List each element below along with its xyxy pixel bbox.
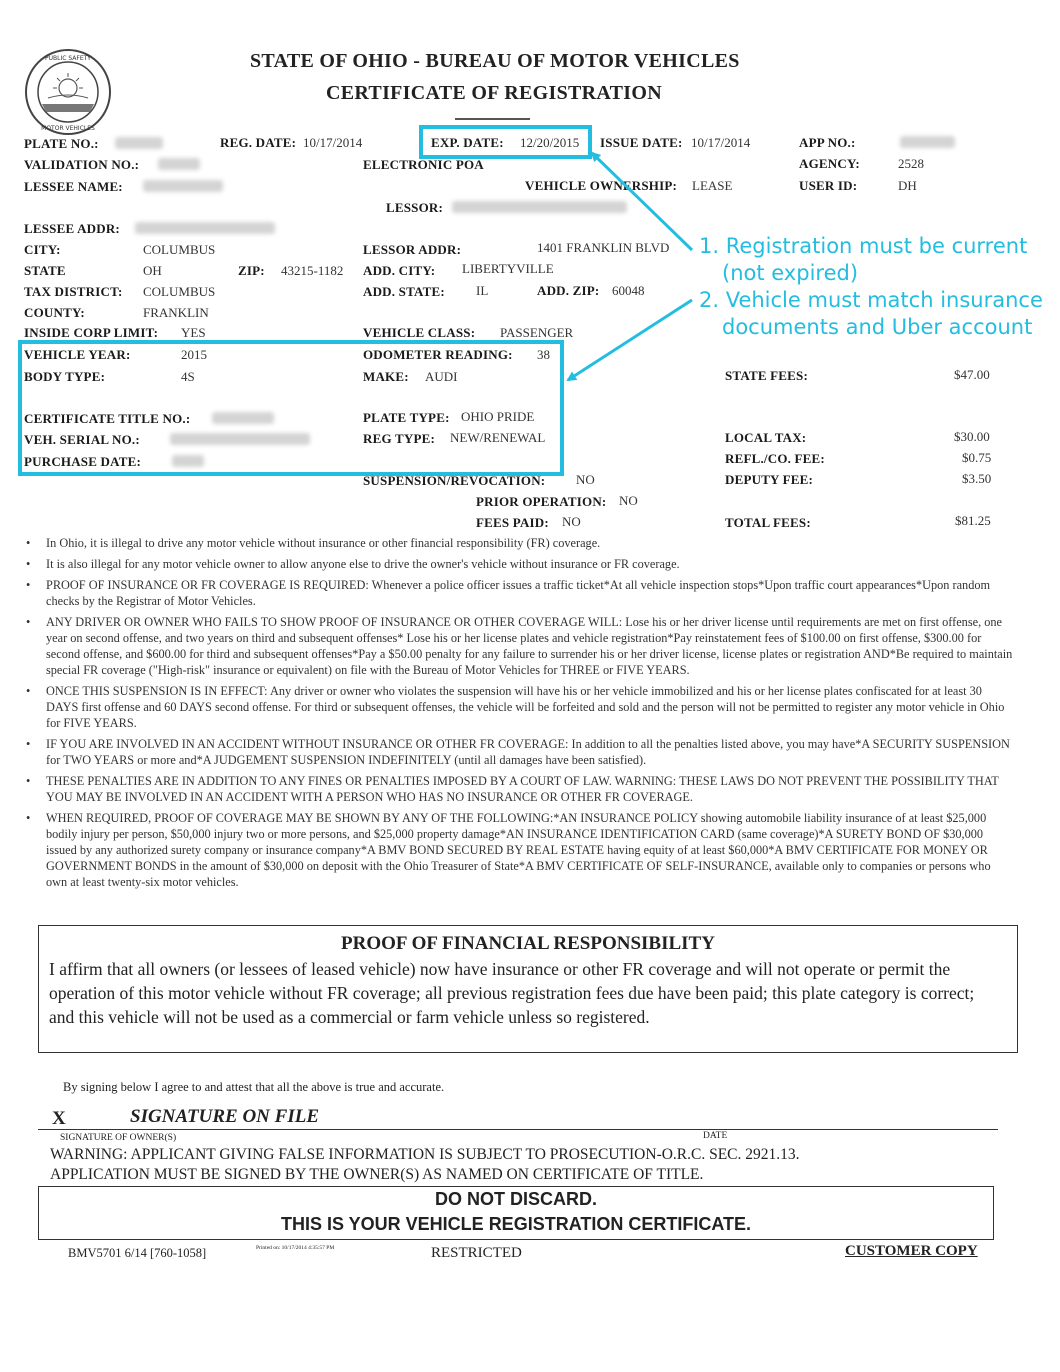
city-label: CITY: xyxy=(24,242,61,257)
signature-date-label: DATE xyxy=(703,1131,728,1141)
refl-fee-value: $0.75 xyxy=(962,450,992,465)
suspension-label: SUSPENSION/REVOCATION: xyxy=(363,473,546,488)
user-id-value: DH xyxy=(898,178,917,193)
attest-statement: By signing below I agree to and attest that all the above is true and accurate. xyxy=(63,1080,445,1094)
local-tax-value: $30.00 xyxy=(954,429,990,444)
app-no-label: APP NO.: xyxy=(799,135,856,150)
legal-notice-list xyxy=(24,535,1014,895)
printed-on-timestamp: Printed on: 10/17/2014 4:35:57 PM xyxy=(256,1245,335,1251)
add-city-label: ADD. CITY: xyxy=(363,263,436,278)
annotation-arrows xyxy=(0,0,1060,560)
notice-item: • PROOF OF INSURANCE OR FR COVERAGE IS REQUIRED: Whenever a police officer issues a traffic ticket*At all vehicle inspection stops*Upon traffic court appearances*Upon random checks by the Registrar of Motor Vehicles. xyxy=(24,577,1014,609)
customer-copy-label: CUSTOMER COPY xyxy=(845,1243,978,1259)
veh-serial-no-label: VEH. SERIAL NO.: xyxy=(24,432,140,447)
document-subtitle: CERTIFICATE OF REGISTRATION xyxy=(326,82,662,104)
lessor-addr-value: 1401 FRANKLIN BLVD xyxy=(537,240,670,255)
plate-type-value: OHIO PRIDE xyxy=(461,409,535,424)
local-tax-label: LOCAL TAX: xyxy=(725,430,807,445)
annotation-note-2-line-2: documents and Uber account xyxy=(722,315,1033,339)
electronic-poa-label: ELECTRONIC POA xyxy=(363,157,484,172)
reg-type-label: REG TYPE: xyxy=(363,431,435,446)
exp-date-value: 12/20/2015 xyxy=(520,135,580,150)
svg-text:MOTOR VEHICLES: MOTOR VEHICLES xyxy=(41,125,95,132)
signature-x-mark: X xyxy=(52,1108,66,1129)
vehicle-year-value: 2015 xyxy=(181,347,207,362)
zip-value: 43215-1182 xyxy=(281,263,344,278)
notice-item: • IF YOU ARE INVOLVED IN AN ACCIDENT WITHOUT INSURANCE OR OTHER FR COVERAGE: In addition to all the penalties listed above, you may have*A SECURITY SUSPENSION for TWO YEARS or more and*A JUDGEMENT SUSPENSION INDEFINITELY (until all damages have been satisfied). xyxy=(24,736,1014,768)
odometer-label: ODOMETER READING: xyxy=(363,347,513,362)
arrow-to-vehicle-info xyxy=(568,300,692,380)
signature-line xyxy=(38,1129,998,1130)
state-label: STATE xyxy=(24,263,66,278)
deputy-fee-value: $3.50 xyxy=(962,471,992,486)
city-value: COLUMBUS xyxy=(143,242,216,257)
refl-fee-label: REFL./CO. FEE: xyxy=(725,451,825,466)
body-type-value: 4S xyxy=(181,369,195,384)
odometer-value: 38 xyxy=(537,347,550,362)
county-value: FRANKLIN xyxy=(143,305,209,320)
proof-body: I affirm that all owners (or lessees of leased vehicle) now have insurance or other FR coverage and will not operate or permit the operation of this motor vehicle without FR coverage; all previous registration fees due have been paid; this plate category is correct; and this vehicle will not be used as a commercial or farm vehicle unless so registered. xyxy=(49,959,975,1027)
annotation-note-1-line-2: (not expired) xyxy=(722,261,859,285)
vehicle-ownership-value: LEASE xyxy=(692,178,733,193)
reg-date-value: 10/17/2014 xyxy=(303,135,363,150)
plate-type-label: PLATE TYPE: xyxy=(363,410,450,425)
false-info-warning: WARNING: APPLICANT GIVING FALSE INFORMATION IS SUBJECT TO PROSECUTION-O.R.C. SEC. 2921.13. xyxy=(50,1146,800,1163)
lessor-label: LESSOR: xyxy=(386,200,444,215)
lessor-addr-label: LESSOR ADDR: xyxy=(363,242,462,257)
add-state-value: IL xyxy=(476,283,489,298)
inside-corp-limit-value: YES xyxy=(181,325,206,340)
user-id-label: USER ID: xyxy=(799,178,858,193)
tax-district-label: TAX DISTRICT: xyxy=(24,284,123,299)
fees-paid-label: FEES PAID: xyxy=(476,515,549,530)
state-fees-label: STATE FEES: xyxy=(725,368,808,383)
signing-requirement-warning: APPLICATION MUST BE SIGNED BY THE OWNER(S) AS NAMED ON CERTIFICATE OF TITLE. xyxy=(50,1166,704,1183)
signature-owner-label: SIGNATURE OF OWNER(S) xyxy=(60,1133,177,1143)
vehicle-year-label: VEHICLE YEAR: xyxy=(24,347,131,362)
reg-type-value: NEW/RENEWAL xyxy=(450,430,546,445)
inside-corp-limit-label: INSIDE CORP LIMIT: xyxy=(24,325,159,340)
total-fees-value: $81.25 xyxy=(955,513,991,528)
issue-date-label: ISSUE DATE: xyxy=(600,135,683,150)
plate-no-label: PLATE NO.: xyxy=(24,136,99,151)
add-zip-value: 60048 xyxy=(612,283,645,298)
lessee-addr-label: LESSEE ADDR: xyxy=(24,221,120,236)
do-not-discard-line-1: DO NOT DISCARD. xyxy=(435,1189,597,1209)
suspension-value: NO xyxy=(576,472,595,487)
notice-item: • It is also illegal for any motor vehicle owner to allow anyone else to drive the owner's vehicle without insurance or FR coverage. xyxy=(24,556,1014,572)
state-value: OH xyxy=(143,263,162,278)
county-label: COUNTY: xyxy=(24,305,85,320)
prior-operation-label: PRIOR OPERATION: xyxy=(476,494,607,509)
add-state-label: ADD. STATE: xyxy=(363,284,445,299)
fees-paid-value: NO xyxy=(562,514,581,529)
notice-item: • WHEN REQUIRED, PROOF OF COVERAGE MAY BE SHOWN BY ANY OF THE FOLLOWING:*AN INSURANCE POLICY showing automobile liability insurance of at least $25,000 bodily injury per person, $50,000 injury two or more persons, and $25,000 property damage*AN INSURANCE IDENTIFICATION CARD (same coverage)*A SURETY BOND OF $30,000 issued by any authorized surety company or insurance company*A BMV BOND SECURED BY REAL ESTATE having equity of at least $60,000*A BMV CERTIFICATE FOR MONEY OR GOVERNMENT BONDS in the amount of $30,000 on deposit with the Ohio Treasurer of State*A BMV CERTIFICATE OF SELF-INSURANCE, available only to companies or persons who own at least twenty-six motor vehicles. xyxy=(24,810,1014,890)
make-label: MAKE: xyxy=(363,369,409,384)
tax-district-value: COLUMBUS xyxy=(143,284,216,299)
body-type-label: BODY TYPE: xyxy=(24,369,106,384)
validation-no-label: VALIDATION NO.: xyxy=(24,157,140,172)
reg-date-label: REG. DATE: xyxy=(220,135,297,150)
signature-on-file: SIGNATURE ON FILE xyxy=(130,1106,319,1127)
notice-item: • ANY DRIVER OR OWNER WHO FAILS TO SHOW PROOF OF INSURANCE OR OTHER COVERAGE WILL: Lose his or her driver license until requirements are met on first offense, one year on second offense, and two years on third and subsequent offenses* Lose his or her license plates and vehicle registration*Pay reinstatement fees of $100.00 on first offense, $300.00 for second offense, and $600.00 for third and subsequent offenses*Pay a $50.00 penalty for any failure to surrender his or her driver license, license plates or registration AND*Be required to maintain special FR coverage ("High-risk" insurance or equivalent) on file with the Bureau of Motor Vehicles for THREE or FIVE YEARS. xyxy=(24,614,1014,678)
total-fees-label: TOTAL FEES: xyxy=(725,515,811,530)
annotation-note-1-line-1: 1. Registration must be current xyxy=(699,234,1028,258)
notice-item: • THESE PENALTIES ARE IN ADDITION TO ANY FINES OR PENALTIES IMPOSED BY A COURT OF LAW. WARNING: THESE LAWS DO NOT PREVENT THE POSSIBILITY THAT YOU MAY BE INVOLVED IN AN ACCIDENT WITH A PERSON WHO HAS NO INSURANCE OR OTHER FR COVERAGE. xyxy=(24,773,1014,805)
make-value: AUDI xyxy=(425,369,458,384)
issue-date-value: 10/17/2014 xyxy=(691,135,751,150)
purchase-date-label: PURCHASE DATE: xyxy=(24,454,142,469)
add-zip-label: ADD. ZIP: xyxy=(537,283,600,298)
state-fees-value: $47.00 xyxy=(954,367,990,382)
cert-title-no-label: CERTIFICATE TITLE NO.: xyxy=(24,411,191,426)
zip-label: ZIP: xyxy=(238,263,265,278)
agency-label: AGENCY: xyxy=(799,156,860,171)
do-not-discard-line-2: THIS IS YOUR VEHICLE REGISTRATION CERTIFICATE. xyxy=(280,1214,752,1234)
document-title: STATE OF OHIO - BUREAU OF MOTOR VEHICLES xyxy=(250,50,740,72)
do-not-discard-box xyxy=(38,1186,994,1240)
agency-value: 2528 xyxy=(898,156,924,171)
lessee-name-label: LESSEE NAME: xyxy=(24,179,123,194)
proof-title: PROOF OF FINANCIAL RESPONSIBILITY xyxy=(341,933,715,954)
form-number: BMV5701 6/14 [760-1058] xyxy=(68,1246,207,1260)
restricted-label: RESTRICTED xyxy=(431,1245,522,1261)
arrow-to-exp-date xyxy=(592,153,692,250)
vehicle-class-value: PASSENGER xyxy=(500,325,574,340)
notice-item: • In Ohio, it is illegal to drive any motor vehicle without insurance or other financial responsibility (FR) coverage. xyxy=(24,535,1014,551)
notice-item: • ONCE THIS SUSPENSION IS IN EFFECT: Any driver or owner who violates the suspension will have his or her vehicle immobilized and his or her license plates confiscated for at least 30 DAYS first offense and 60 DAYS second offense. For third or subsequent offenses, the vehicle will be forfeited and sold and the person will not be permitted to register any motor vehicle in Ohio for FIVE YEARS. xyxy=(24,683,1014,731)
vehicle-ownership-label: VEHICLE OWNERSHIP: xyxy=(525,178,678,193)
annotation-note-2-line-1: 2. Vehicle must match insurance xyxy=(699,288,1043,312)
add-city-value: LIBERTYVILLE xyxy=(462,261,554,276)
proof-of-financial-responsibility-box xyxy=(38,925,1018,1053)
prior-operation-value: NO xyxy=(619,493,638,508)
svg-text:PUBLIC SAFETY: PUBLIC SAFETY xyxy=(45,55,91,62)
vehicle-class-label: VEHICLE CLASS: xyxy=(363,325,476,340)
exp-date-label: EXP. DATE: xyxy=(431,135,504,150)
deputy-fee-label: DEPUTY FEE: xyxy=(725,472,814,487)
